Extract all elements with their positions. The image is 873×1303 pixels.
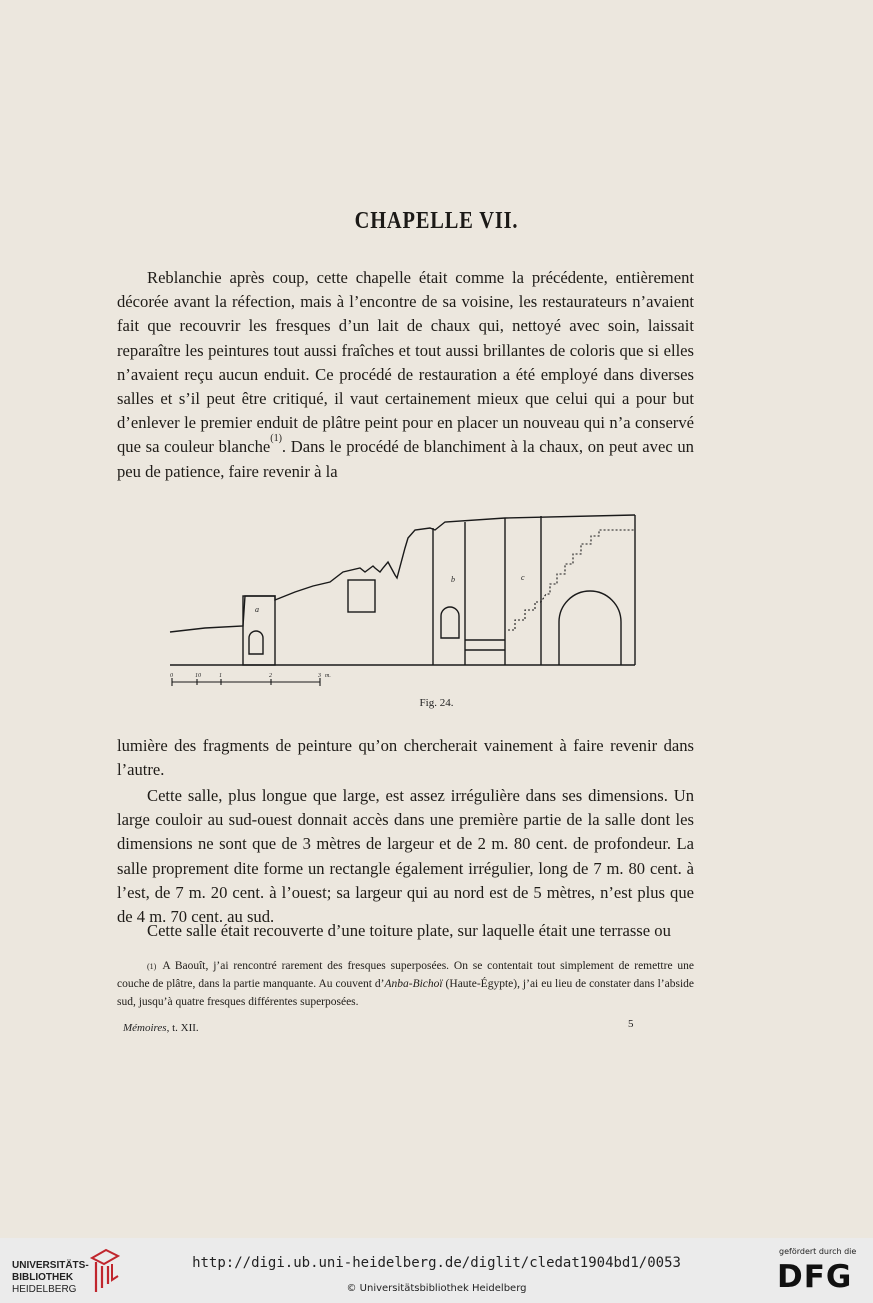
footer-volume: , t. XII. [166, 1022, 199, 1034]
logo-line-1: UNIVERSITÄTS- [12, 1260, 89, 1271]
scale-label-0: 0 [170, 673, 173, 679]
footnote [117, 957, 694, 1011]
scale-unit: m. [325, 673, 331, 679]
page-number: 5 [628, 1018, 634, 1030]
permalink-url[interactable]: http://digi.ub.uni-heidelberg.de/diglit/cledat1904bd1/0053 [192, 1255, 681, 1271]
footnote-text: A Baouît, j’ai rencontré rarement des fresques superposées. On se contentait tout simplement de remettre une couche de plâtre, dans la partie manquante. Au couvent d’ [117, 960, 694, 990]
scale-bar [172, 678, 320, 686]
label-c: c [521, 573, 525, 582]
paragraph-2: lumière des fragments de peinture qu’on chercherait vainement à faire revenir dans l’autre. [117, 736, 694, 780]
footnote-text-end: (Haute-Égypte), j’ai eu lieu de constater dans l’abside sud, jusqu’à quatre fresques différentes superposées. [117, 978, 694, 1008]
scale-label-1: 1 [219, 673, 222, 679]
page-title: CHAPELLE VII. [354, 208, 519, 234]
paragraph-1 [117, 266, 694, 484]
scale-label-10: 10 [195, 673, 201, 679]
scale-label-3: 3 [318, 673, 321, 679]
running-footer [123, 1022, 199, 1034]
label-b: b [451, 575, 455, 584]
niche-b [441, 607, 459, 638]
dfg-funding-label: gefördert durch die [779, 1247, 857, 1256]
paragraph-1-text-end: . Dans le procédé de blanchiment à la chaux, on peut avec un peu de patience, faire revenir à la [117, 437, 694, 481]
footer-series: Mémoires [123, 1022, 167, 1034]
footnote-number: (1) [147, 962, 157, 971]
figure-caption: Fig. 24. [419, 697, 454, 709]
arch [559, 591, 621, 665]
footnote-ref: (1) [270, 433, 282, 445]
stairs-dotted [508, 530, 635, 630]
niche-a [249, 631, 263, 654]
window-opening [348, 580, 375, 612]
paragraph-3: Cette salle, plus longue que large, est assez irrégulière dans ses dimensions. Un large couloir au sud-ouest donnait accès dans une première partie de la salle dont les dimensions ne sont que de 3 mètres de largeur et de 2 m. 80 cent. de profondeur. La salle proprement dite forme un rectangle également irrégulier, long de 7 m. 80 cent. à l’est, de 7 m. 20 cent. à l’ouest; sa largeur qui au nord est de 5 mètres, n’est plus que de 4 m. 70 cent. au sud. [117, 786, 694, 927]
label-a: a [255, 605, 259, 614]
footnote-place-name: Anba-Bichoï [384, 978, 443, 990]
scale-label-2: 2 [269, 673, 272, 679]
dfg-logo[interactable]: DFG [777, 1259, 853, 1295]
logo-line-2: BIBLIOTHEK [12, 1272, 74, 1283]
figure-24-section-drawing [165, 510, 645, 695]
copyright-notice: © Universitätsbibliothek Heidelberg [346, 1283, 527, 1294]
logo-line-3: HEIDELBERG [12, 1284, 77, 1295]
paragraph-1-text: Reblanchie après coup, cette chapelle était comme la précédente, entièrement décorée avant la réfection, mais à l’encontre de sa voisine, les restaurateurs n’avaient fait que recouvrir les fresques d’un lait de chaux qui, nettoyé avec soin, laissait reparaître les peintures tout aussi fraîches et tout aussi brillantes de coloris que si elles n’avaient reçu aucun enduit. Ce procédé de restauration a été employé dans diverses salles et s’il peut être critiqué, il vaut certainement mieux que celui qui a pour but d’enlever le premier enduit de plâtre peint pour en placer un nouveau qui n’a conservé que sa couleur blanche [117, 268, 694, 457]
paragraph-4: Cette salle était recouverte d’une toiture plate, sur laquelle était une terrasse ou [147, 921, 671, 940]
